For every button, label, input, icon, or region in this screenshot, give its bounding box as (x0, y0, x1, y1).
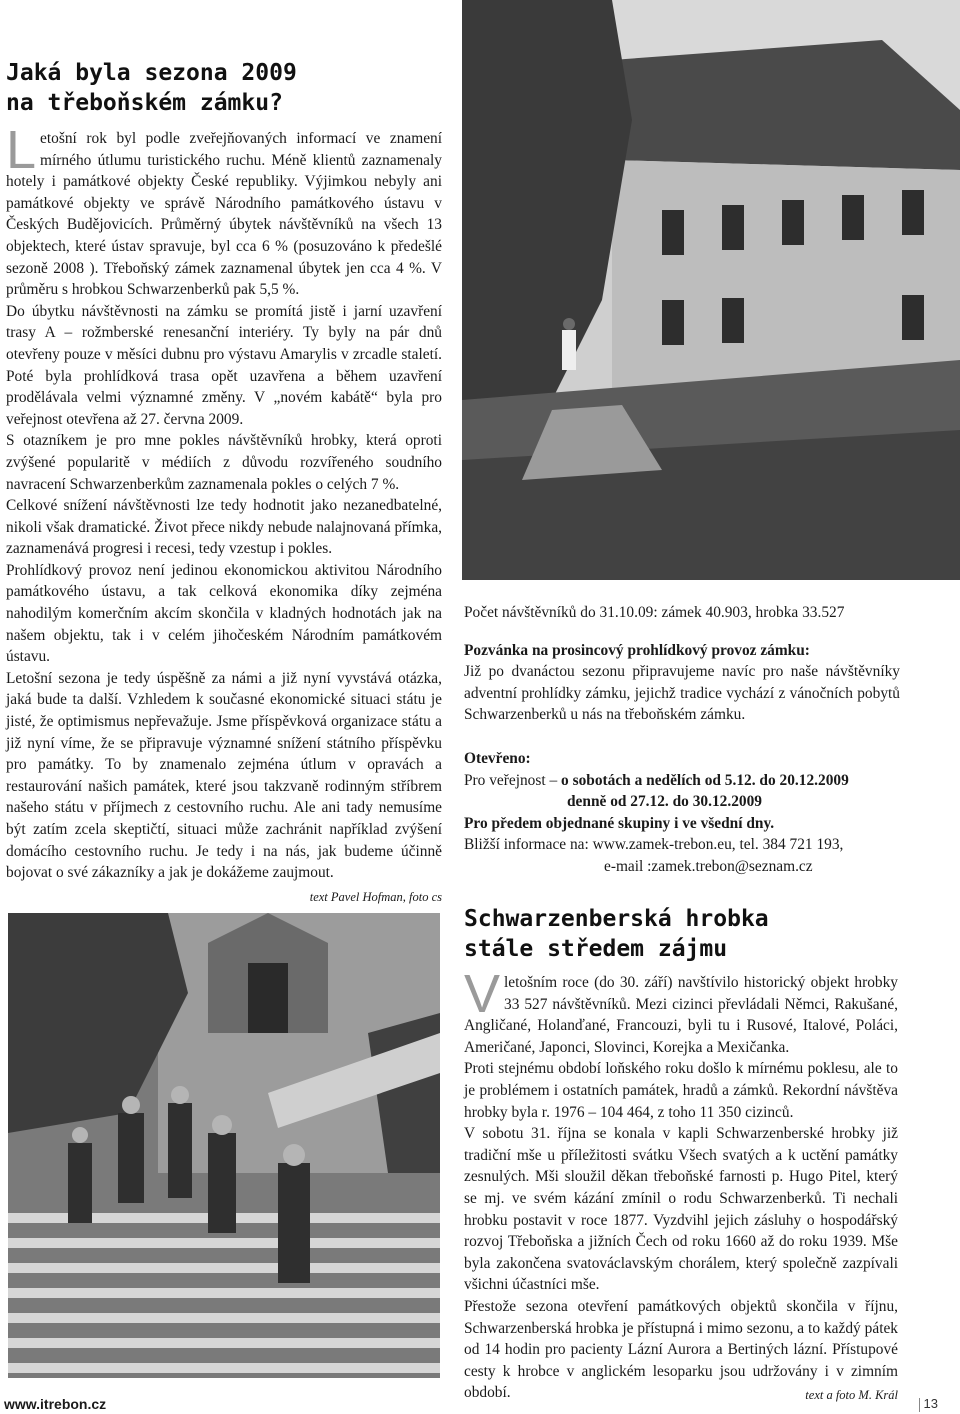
contact-line-2: e-mail :zamek.trebon@seznam.cz (604, 857, 813, 875)
article-2-dropcap: V (464, 964, 501, 1024)
article-1-credit: text Pavel Hofman, foto cs (309, 889, 442, 904)
article-2-paragraph: Přestože sezona otevření památkových objektů skončila v říjnu, Schwarzenberská hrobka je přístupná i mimo sezonu, a to každý pátek od 14 hodin pro pacienty Lázní Aurora a Bertiných lázní. Přístupové cesty k hrobce v anglickém lesoparku jsou udržovány i v zimním období. text a foto M. Král (464, 1296, 898, 1404)
invite-text: Již po dvanáctou sezonu připravujeme navíc pro naše návštěvníky adventní prohlídky zámku, jejichž tradice vychází z vánočních pobytů Schwarzenberků u nás na třeboňském zámku. (464, 663, 900, 724)
castle-photo (462, 0, 960, 580)
article-2-title-line-1: Schwarzenberská hrobka (464, 906, 769, 932)
open-groups: Pro předem objednané skupiny i ve všední dny. (464, 814, 775, 832)
article-2-paragraph: Vletošním roce (do 30. září) navštívilo historický objekt hrobky 33 527 návštěvníků. Mezi cizinci převládali Němci, Rakušané, Angličané, Holanďané, Francouzi, byli tu i Rusové, Italové, Poláci, Američané, Japonci, Slovinci, Korejka a Mexičanka. (464, 964, 898, 1056)
article-2 (464, 904, 944, 964)
contact-line-1: Bližší informace na: www.zamek-trebon.eu, tel. 384 721 193, (464, 836, 844, 854)
article-1-paragraph: S otazníkem je pro mne pokles návštěvníků hrobky, která oproti zvýšené popularitě v médiích z důvodu rozvířeného soudního navracení Schwarzenberkům zaznamenala pokles o celých 7 %. (6, 432, 442, 493)
open-heading: Otevřeno: (464, 749, 531, 767)
article-1 (6, 58, 442, 118)
article-2-paragraph: Proti stejnému období loňského roku došlo k mírnému poklesu, ale to je problémem i ostatních památek, hradů a zámků. Rekordní návštěva hrobky byla r. 1976 – 104 464, z toho 11 350 cizinců. (464, 1060, 898, 1121)
article-1-paragraph: Celkové snížení návštěvnosti lze tedy hodnotit jako nezanedbatelné, nikoli však dramatické. Život přece nikdy nebude nalajnovaná přímka, zaznamenává progresi i recesi, tedy vzestup i pokles. (6, 497, 442, 558)
article-1-paragraph: Letošní rok byl podle zveřejňovaných informací ve znamení mírného útlumu turistického ruchu. Méně klientů zaznamenaly hotely i památkové objekty České republiky. Výjimkou nebyly ani památkové objekty ve správě Národního památkového ústavu v Českých Budějovicích. Průměrný úbytek návštěvníků na všech 13 objektech, které ústav spravuje, byl cca 6 % (posuzováno k předešlé sezoně 2008 ). Třeboňský zámek zaznamenal úbytek jen cca 4 %. V průměru s hrobkou Schwarzenberků pak 5,5 %. (6, 120, 442, 299)
article-2-title-line-2: stále středem zájmu (464, 936, 728, 962)
tomb-stairs-photo (8, 913, 440, 1378)
article-1-title-line-2: na třeboňském zámku? (6, 90, 283, 116)
info-block (464, 602, 944, 878)
page-number: 13 (923, 1396, 938, 1411)
invite-heading: Pozvánka na prosincový prohlídkový provoz zámku: (464, 641, 810, 659)
article-2-paragraph: V sobotu 31. října se konala v kapli Schwarzenberské hrobky již tradiční mše u příležitosti svátku Všech svatých a k uctění památky zesnulých. Mši sloužil děkan třeboňské farnosti p. Hugo Pitel, který se mj. ve svém kázání zmínil o rodu Schwarzenberků. Ti nechali hrobku postavit v roce 1877. Vyzdvihl jejich zásluhy o hospodářský rozvoj Třeboňska a jižních Čech od roku 1660 až do roku 1939. Mše byla zakončena svatováclavským chorálem, který společně zazpívali všichni účastníci mše. (464, 1125, 898, 1294)
article-1-paragraph: Letošní sezona je tedy úspěšně za námi a již nyní vyvstává otázka, jaká bude ta další. Vzhledem k současné ekonomické situaci státu je jisté, že optimismus nepřevažuje. Jsme příspěvková organizace státu a již nyní víme, že se připravuje významné snížení státního příspěvku pro památky. To by znamenalo zejména útlum v opravách a restaurování našich památek, které jsou takzvaně rodinným stříbrem našeho státu v příjmech z cestovního ruchu. Ale ani tady nemusíme být zatím zcela skeptičtí, situaci může zachránit například zvýšení domácího cestovního ruchu. Je tedy i na nás, jak budeme účinně bojovat o své zákazníky a jak je dokážeme zaujmout. text Pavel Hofman, foto cs (6, 668, 442, 884)
article-1-paragraph: Do úbytku návštěvnosti na zámku se promítá jistě i jarní uzavření trasy A – rožmberské renesanční interiéry. Ty byly na pár dnů otevřeny pouze v měsíci dubnu pro výstavu Amarylis v zrcadle staletí. Poté byla prohlídková trasa opět uzavřena a během uzavření prodělávala velmi významné změny. V „novém kabátě“ byla pro veřejnost otevřena až 27. června 2009. (6, 302, 442, 428)
visitors-count: Počet návštěvníků do 31.10.09: zámek 40.903, hrobka 33.527 (464, 604, 845, 621)
article-1-title (6, 58, 442, 118)
article-2-body (464, 964, 898, 1407)
article-1-dropcap: L (6, 120, 37, 180)
article-2-title (464, 904, 944, 964)
open-public: Pro veřejnost – o sobotách a nedělích od 5.12. do 20.12.2009 (464, 771, 849, 789)
article-1-body (6, 120, 442, 908)
footer-url[interactable]: www.itrebon.cz (4, 1396, 107, 1412)
open-daily: denně od 27.12. do 30.12.2009 (567, 793, 762, 811)
article-1-paragraph: Prohlídkový provoz není jedinou ekonomickou aktivitou Národního památkového ústavu, a tak celková ekonomika díky zejména nahodilým komerčním akcím skončila v kladných hodnotách jak na našem objektu, tak i v celém jihočeském Národním památkovém ústavu. (6, 561, 442, 666)
footer-separator (919, 1398, 920, 1412)
article-1-title-line-1: Jaká byla sezona 2009 (6, 60, 297, 86)
article-2-credit: text a foto M. Král (805, 1388, 898, 1403)
